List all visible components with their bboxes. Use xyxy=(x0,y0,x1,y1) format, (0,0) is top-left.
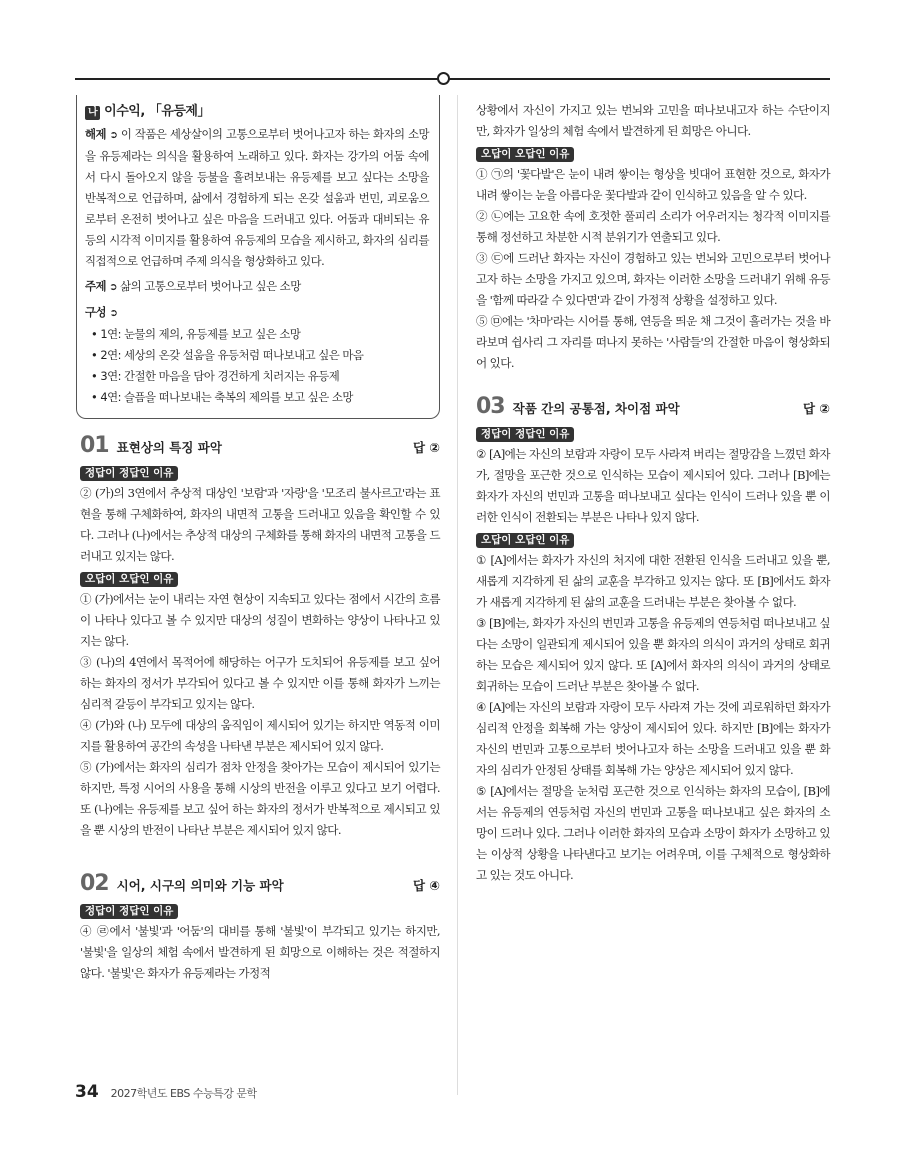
book-title: 2027학년도 EBS 수능특강 문학 xyxy=(110,1087,257,1100)
question-title: 작품 간의 공통점, 차이점 파악 xyxy=(512,401,680,416)
left-column xyxy=(80,95,440,984)
wrong-reason-tag: 오답이 오답인 이유 xyxy=(476,533,574,548)
question-answer: 답 ④ xyxy=(412,878,440,893)
right-column xyxy=(476,100,830,886)
haeje-label: 해제 xyxy=(85,127,107,141)
haeje xyxy=(85,124,429,272)
column-divider xyxy=(457,95,458,1095)
question-number: 02 xyxy=(80,871,109,896)
question-03 xyxy=(476,394,830,886)
correct-explanation: ④ ㉣에서 '불빛'과 '어둠'의 대비를 통해 '불빛'이 부각되고 있기는 하지만, '불빛'을 일상의 체험 속에서 발견하게 된 희망으로 이해하는 것은 적절하지 않다. '불빛'은 화자가 유등제라는 가정적 xyxy=(80,924,440,980)
question-header xyxy=(80,433,440,461)
wrong-explanation: ③ [B]에는, 화자가 자신의 번민과 고통을 유등제의 연등처럼 떠나보내고 싶다는 소망이 일관되게 제시되어 있을 뿐 화자의 의식이 과거의 상태로 회귀하는 모습은 제시되어 있지 않다. 또 [A]에서 화자의 의식이 과거의 상태로 회귀하는 모습이 드러난 부분은 찾아볼 수 없다. xyxy=(476,616,830,693)
poem-title-text: 이수익, 「유등제」 xyxy=(104,104,210,119)
question-number: 01 xyxy=(80,433,109,458)
structure-item: • 1연: 눈물의 제의, 유등제를 보고 싶은 소망 xyxy=(91,324,429,345)
poem-badge: 나 xyxy=(85,106,100,120)
correct-reason-tag: 정답이 정답인 이유 xyxy=(476,427,574,442)
wrong-explanation: ② ㉡에는 고요한 속에 호젓한 풀피리 소리가 어우러지는 청각적 이미지를 통해 정선하고 차분한 시적 분위기가 연출되고 있다. xyxy=(476,209,830,244)
correct-reason-tag: 정답이 정답인 이유 xyxy=(80,466,178,481)
wrong-explanation: ⑤ ㉤에는 '차마'라는 시어를 통해, 연등을 띄운 채 그것이 흘러가는 것을 바라보며 쉽사리 그 자리를 떠나지 못하는 '사람들'의 간절한 마음이 형상화되어 있다. xyxy=(476,314,830,370)
poem-info-box xyxy=(76,95,440,419)
question-01 xyxy=(80,433,440,841)
wrong-explanation: ① ㉠의 '꽃다발'은 눈이 내려 쌓이는 형상을 빗대어 표현한 것으로, 화자가 내려 쌓이는 눈을 아름다운 꽃다발과 같이 인식하고 있음을 알 수 있다. xyxy=(476,167,830,202)
structure-item: • 2연: 세상의 온갖 설움을 유등처럼 떠나보내고 싶은 마음 xyxy=(91,345,429,366)
correct-explanation: ② (가)의 3연에서 추상적 대상인 '보람'과 '자랑'을 '모조리 불사르고'라는 표현을 통해 구체화하여, 화자의 내면적 고통을 드러내고 있음을 확인할 수 있다. 그러나 (나)에서는 추상적 대상의 구체화를 통해 화자의 내면적 고통을 드러내고 있지는 않다. xyxy=(80,486,440,563)
arrow-icon: ➲ xyxy=(109,130,118,141)
wrong-explanation: ⑤ [A]에서는 절망을 눈처럼 포근한 것으로 인식하는 화자의 모습이, [B]에서는 유등제의 연등처럼 자신의 번민과 고통을 떠나보내고 싶은 화자의 소망이 드러나 있다. 그러나 이러한 화자의 모습과 소망이 화자가 소망하고 있는 이상적 상황을 나타낸다고 보기는 어려우며, 이를 구체적으로 형상화하고 있는 것도 아니다. xyxy=(476,784,830,882)
question-header xyxy=(476,394,830,422)
theme-text: 삶의 고통으로부터 벗어나고 싶은 소망 xyxy=(120,279,301,293)
question-answer: 답 ② xyxy=(412,440,440,455)
wrong-explanation: ④ (가)와 (나) 모두에 대상의 움직임이 제시되어 있기는 하지만 역동적 이미지를 활용하여 공간의 속성을 나타낸 부분은 제시되어 있지 않다. xyxy=(80,718,440,753)
wrong-explanation: ① (가)에서는 눈이 내리는 자연 현상이 지속되고 있다는 점에서 시간의 흐름이 나타나 있다고 볼 수 있지만 대상의 성질이 변화하는 양상이 나타나고 있지는 않다. xyxy=(80,592,440,648)
top-rule-dot xyxy=(437,72,450,85)
structure-heading xyxy=(85,302,429,324)
correct-explanation-continued: 상황에서 자신이 가지고 있는 번뇌와 고민을 떠나보내고자 하는 수단이지만, 화자가 일상의 체험 속에서 발견하게 된 희망은 아니다. xyxy=(476,103,830,138)
haeje-text: 이 작품은 세상살이의 고통으로부터 벗어나고자 하는 화자의 소망을 유등제라는 의식을 활용하여 노래하고 있다. 화자는 강가의 어둠 속에서 다시 돌아오지 않을 등불을 흘려보내는 유등제를 보고 싶다는 소망을 반복적으로 언급하며, 삶에서 경험하게 되는 온갖 설움과 번민, 괴로움으로부터 온전히 벗어나고 싶은 마음을 드러내고 있다. 어둠과 대비되는 유등의 시각적 이미지를 활용하여 유등제의 모습을 제시하고, 화자의 심리를 직접적으로 언급하며 주제 의식을 형상화하고 있다. xyxy=(85,127,429,268)
arrow-icon: ➲ xyxy=(109,282,118,293)
structure-item: • 4연: 슬픔을 떠나보내는 축복의 제의를 보고 싶은 소망 xyxy=(91,387,429,408)
question-title: 표현상의 특징 파악 xyxy=(116,440,222,455)
question-02 xyxy=(80,871,440,984)
wrong-explanation: ③ (나)의 4연에서 목적어에 해당하는 어구가 도치되어 유등제를 보고 싶어 하는 화자의 정서가 부각되어 있다고 볼 수 있지만 이를 통해 화자가 느끼는 심리적 갈등이 부각되고 있지는 않다. xyxy=(80,655,440,711)
page-footer xyxy=(75,1082,257,1102)
wrong-explanation: ① [A]에서는 화자가 자신의 처지에 대한 전환된 인식을 드러내고 있을 뿐, 새롭게 지각하게 된 삶의 교훈을 부각하고 있지는 않다. 또 [B]에서도 화자가 새롭게 지각하게 된 삶의 교훈을 드러내는 부분은 찾아볼 수 없다. xyxy=(476,553,830,609)
correct-explanation: ② [A]에는 자신의 보람과 자랑이 모두 사라져 버리는 절망감을 느꼈던 화자가, 절망을 포근한 것으로 인식하는 모습이 제시되어 있다. 그러나 [B]에는 화자가 자신의 번민과 고통을 떠나보내고 싶다는 인식이 드러나 있을 뿐 이러한 인식이 전환되는 부분은 나타나 있지 않다. xyxy=(476,447,830,524)
structure-item: • 3연: 간절한 마음을 담아 경건하게 치러지는 유등제 xyxy=(91,366,429,387)
top-rule xyxy=(75,78,830,80)
structure-list xyxy=(85,324,429,408)
page-number: 34 xyxy=(75,1082,99,1102)
theme-label: 주제 xyxy=(85,279,107,293)
wrong-reason-tag: 오답이 오답인 이유 xyxy=(80,572,178,587)
wrong-reason-tag: 오답이 오답인 이유 xyxy=(476,147,574,162)
question-title: 시어, 시구의 의미와 기능 파악 xyxy=(116,878,284,893)
wrong-explanation: ⑤ (가)에서는 화자의 심리가 점차 안정을 찾아가는 모습이 제시되어 있기는 하지만, 특정 시어의 사용을 통해 시상의 반전을 이루고 있다고 보기 어렵다. 또 (나)에는 유등제를 보고 싶어 하는 화자의 정서가 반복적으로 제시되고 있을 뿐 시상의 반전이 나타난 부분은 제시되어 있지 않다. xyxy=(80,760,440,837)
question-number: 03 xyxy=(476,394,505,419)
wrong-explanation: ③ ㉢에 드러난 화자는 자신이 경험하고 있는 번뇌와 고민으로부터 벗어나고자 하는 소망을 가지고 있으며, 화자는 이러한 소망을 드러내기 위해 유등을 '함께 따라갈 수 있다면'과 같이 가정적 상황을 설정하고 있다. xyxy=(476,251,830,307)
arrow-icon: ➲ xyxy=(109,308,118,319)
question-answer: 답 ② xyxy=(802,401,830,416)
wrong-explanation: ④ [A]에는 자신의 보람과 자랑이 모두 사라져 가는 것에 괴로워하던 화자가 심리적 안정을 회복해 가는 양상이 제시되어 있다. 하지만 [B]에는 화자가 자신의 번민과 고통으로부터 벗어나고자 하는 소망을 드러내고 있을 뿐 화자의 심리가 안정된 상태를 회복해 가는 양상은 제시되어 있지 않다. xyxy=(476,700,830,777)
theme xyxy=(85,276,429,298)
question-header xyxy=(80,871,440,899)
poem-title xyxy=(85,101,429,122)
structure-label: 구성 xyxy=(85,305,107,319)
correct-reason-tag: 정답이 정답인 이유 xyxy=(80,904,178,919)
